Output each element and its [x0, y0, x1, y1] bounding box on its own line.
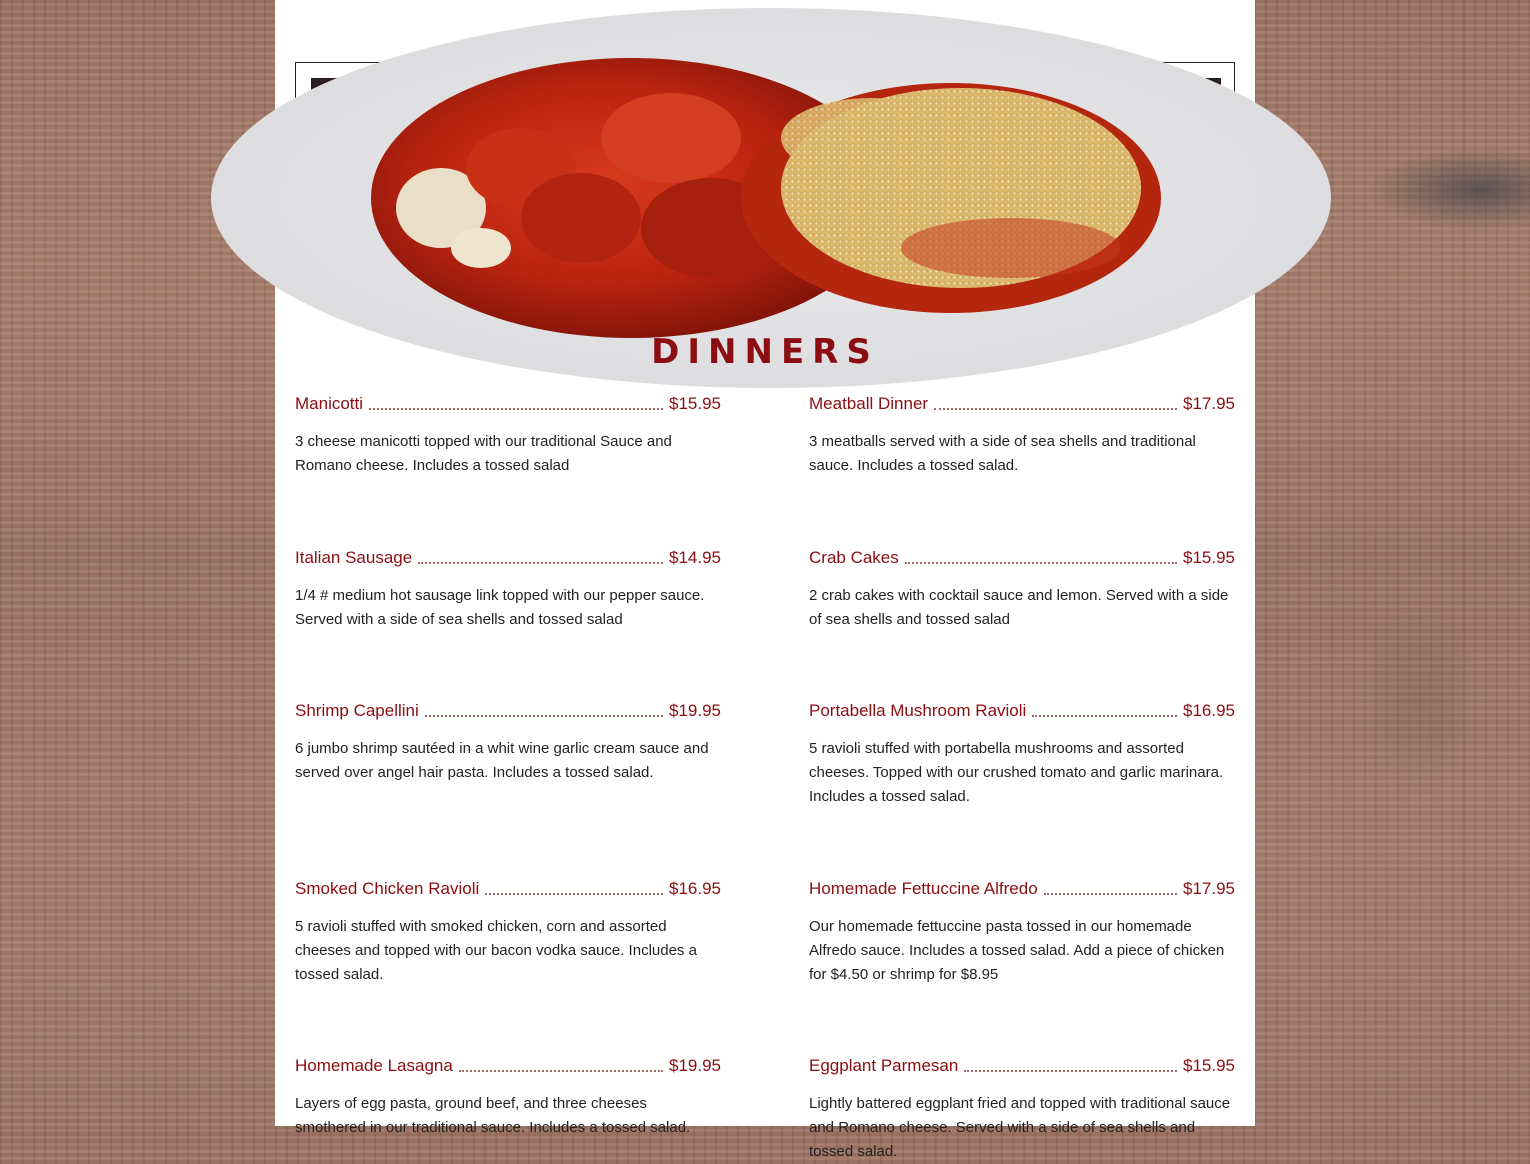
dot-leader: [934, 408, 1177, 410]
menu-item-description: Our homemade fettuccine pasta tossed in our homemade Alfredo sauce. Includes a tossed salad. Add a piece of chicken for $4.50 or shrimp for $8.95: [809, 918, 1225, 983]
menu-item-header: [809, 548, 1235, 570]
menu-item-description: 3 meatballs served with a side of sea shells and traditional sauce. Includes a tossed salad.: [809, 433, 1196, 474]
menu-item-name: Eggplant Parmesan: [809, 1056, 959, 1075]
menu-item-header: [295, 1056, 721, 1078]
menu-item-name: Portabella Mushroom Ravioli: [809, 701, 1027, 720]
menu-item: [809, 701, 1235, 809]
menu-item-header: [809, 1056, 1235, 1078]
dot-leader: [425, 715, 663, 717]
menu-item-description: 2 crab cakes with cocktail sauce and lemon. Served with a side of sea shells and tossed salad: [809, 587, 1229, 628]
menu-item: [809, 879, 1235, 987]
menu-item-price: $15.95: [1183, 1056, 1235, 1075]
menu-item: [809, 394, 1235, 478]
menu-item-name: Meatball Dinner: [809, 394, 929, 413]
menu-item-header: [295, 879, 721, 901]
dot-leader: [485, 893, 663, 895]
menu-item-header: [809, 701, 1235, 723]
menu-item-header: [295, 548, 721, 570]
menu-item-price: $19.95: [669, 701, 721, 720]
menu-item-description: Lightly battered eggplant fried and topped with traditional sauce and Romano cheese. Served with a side of sea shells and tossed salad.: [809, 1095, 1231, 1160]
menu-item-name: Homemade Fettuccine Alfredo: [809, 879, 1038, 898]
menu-item-name: Crab Cakes: [809, 548, 899, 567]
menu-item-price: $17.95: [1183, 879, 1235, 898]
menu-item-description: 6 jumbo shrimp sautéed in a whit wine garlic cream sauce and served over angel hair pasta. Includes a tossed salad.: [295, 740, 709, 781]
hero-image-frame: [295, 62, 1235, 298]
menu-item-name: Smoked Chicken Ravioli: [295, 879, 480, 898]
dot-leader: [905, 562, 1177, 564]
menu-item-price: $14.95: [669, 548, 721, 567]
section-title-dinners: DINNERS: [651, 332, 879, 372]
menu-item: [295, 701, 721, 785]
menu-item-header: [809, 879, 1235, 901]
menu-item-price: $17.95: [1183, 394, 1235, 413]
menu-item-name: Shrimp Capellini: [295, 701, 419, 720]
menu-item-description: Layers of egg pasta, ground beef, and three cheeses smothered in our traditional sauce. Includes a tossed salad.: [295, 1095, 691, 1136]
dot-leader: [369, 408, 663, 410]
dot-leader: [1044, 893, 1177, 895]
dot-leader: [964, 1070, 1177, 1072]
hero-food-image: [311, 78, 1221, 284]
menu-item: [809, 1056, 1235, 1164]
dot-leader: [418, 562, 663, 564]
menu-item-name: Italian Sausage: [295, 548, 413, 567]
menu-panel: [275, 0, 1255, 1160]
menu-item: [295, 548, 721, 632]
dot-leader: [1032, 715, 1177, 717]
menu-item-name: Manicotti: [295, 394, 364, 413]
dot-leader: [459, 1070, 663, 1072]
menu-item-description: 1/4 # medium hot sausage link topped with our pepper sauce. Served with a side of sea shells and tossed salad: [295, 587, 705, 628]
menu-item: [295, 1056, 721, 1140]
menu-item-price: $15.95: [669, 394, 721, 413]
menu-item-price: $16.95: [669, 879, 721, 898]
menu-item-price: $19.95: [669, 1056, 721, 1075]
menu-item-header: [295, 394, 721, 416]
menu-item: [295, 879, 721, 987]
menu-item-name: Homemade Lasagna: [295, 1056, 453, 1075]
menu-item-price: $15.95: [1183, 548, 1235, 567]
menu-item-header: [295, 701, 721, 723]
menu-item: [809, 548, 1235, 632]
menu-item-price: $16.95: [1183, 701, 1235, 720]
menu-item: [295, 394, 721, 478]
menu-item-description: 5 ravioli stuffed with smoked chicken, corn and assorted cheeses and topped with our bacon vodka sauce. Includes a tossed salad.: [295, 918, 697, 983]
menu-item-description: 5 ravioli stuffed with portabella mushrooms and assorted cheeses. Topped with our crushed tomato and garlic marinara. Includes a tossed salad.: [809, 740, 1224, 805]
menu-item-header: [809, 394, 1235, 416]
menu-item-description: 3 cheese manicotti topped with our traditional Sauce and Romano cheese. Includes a tossed salad: [295, 433, 672, 474]
